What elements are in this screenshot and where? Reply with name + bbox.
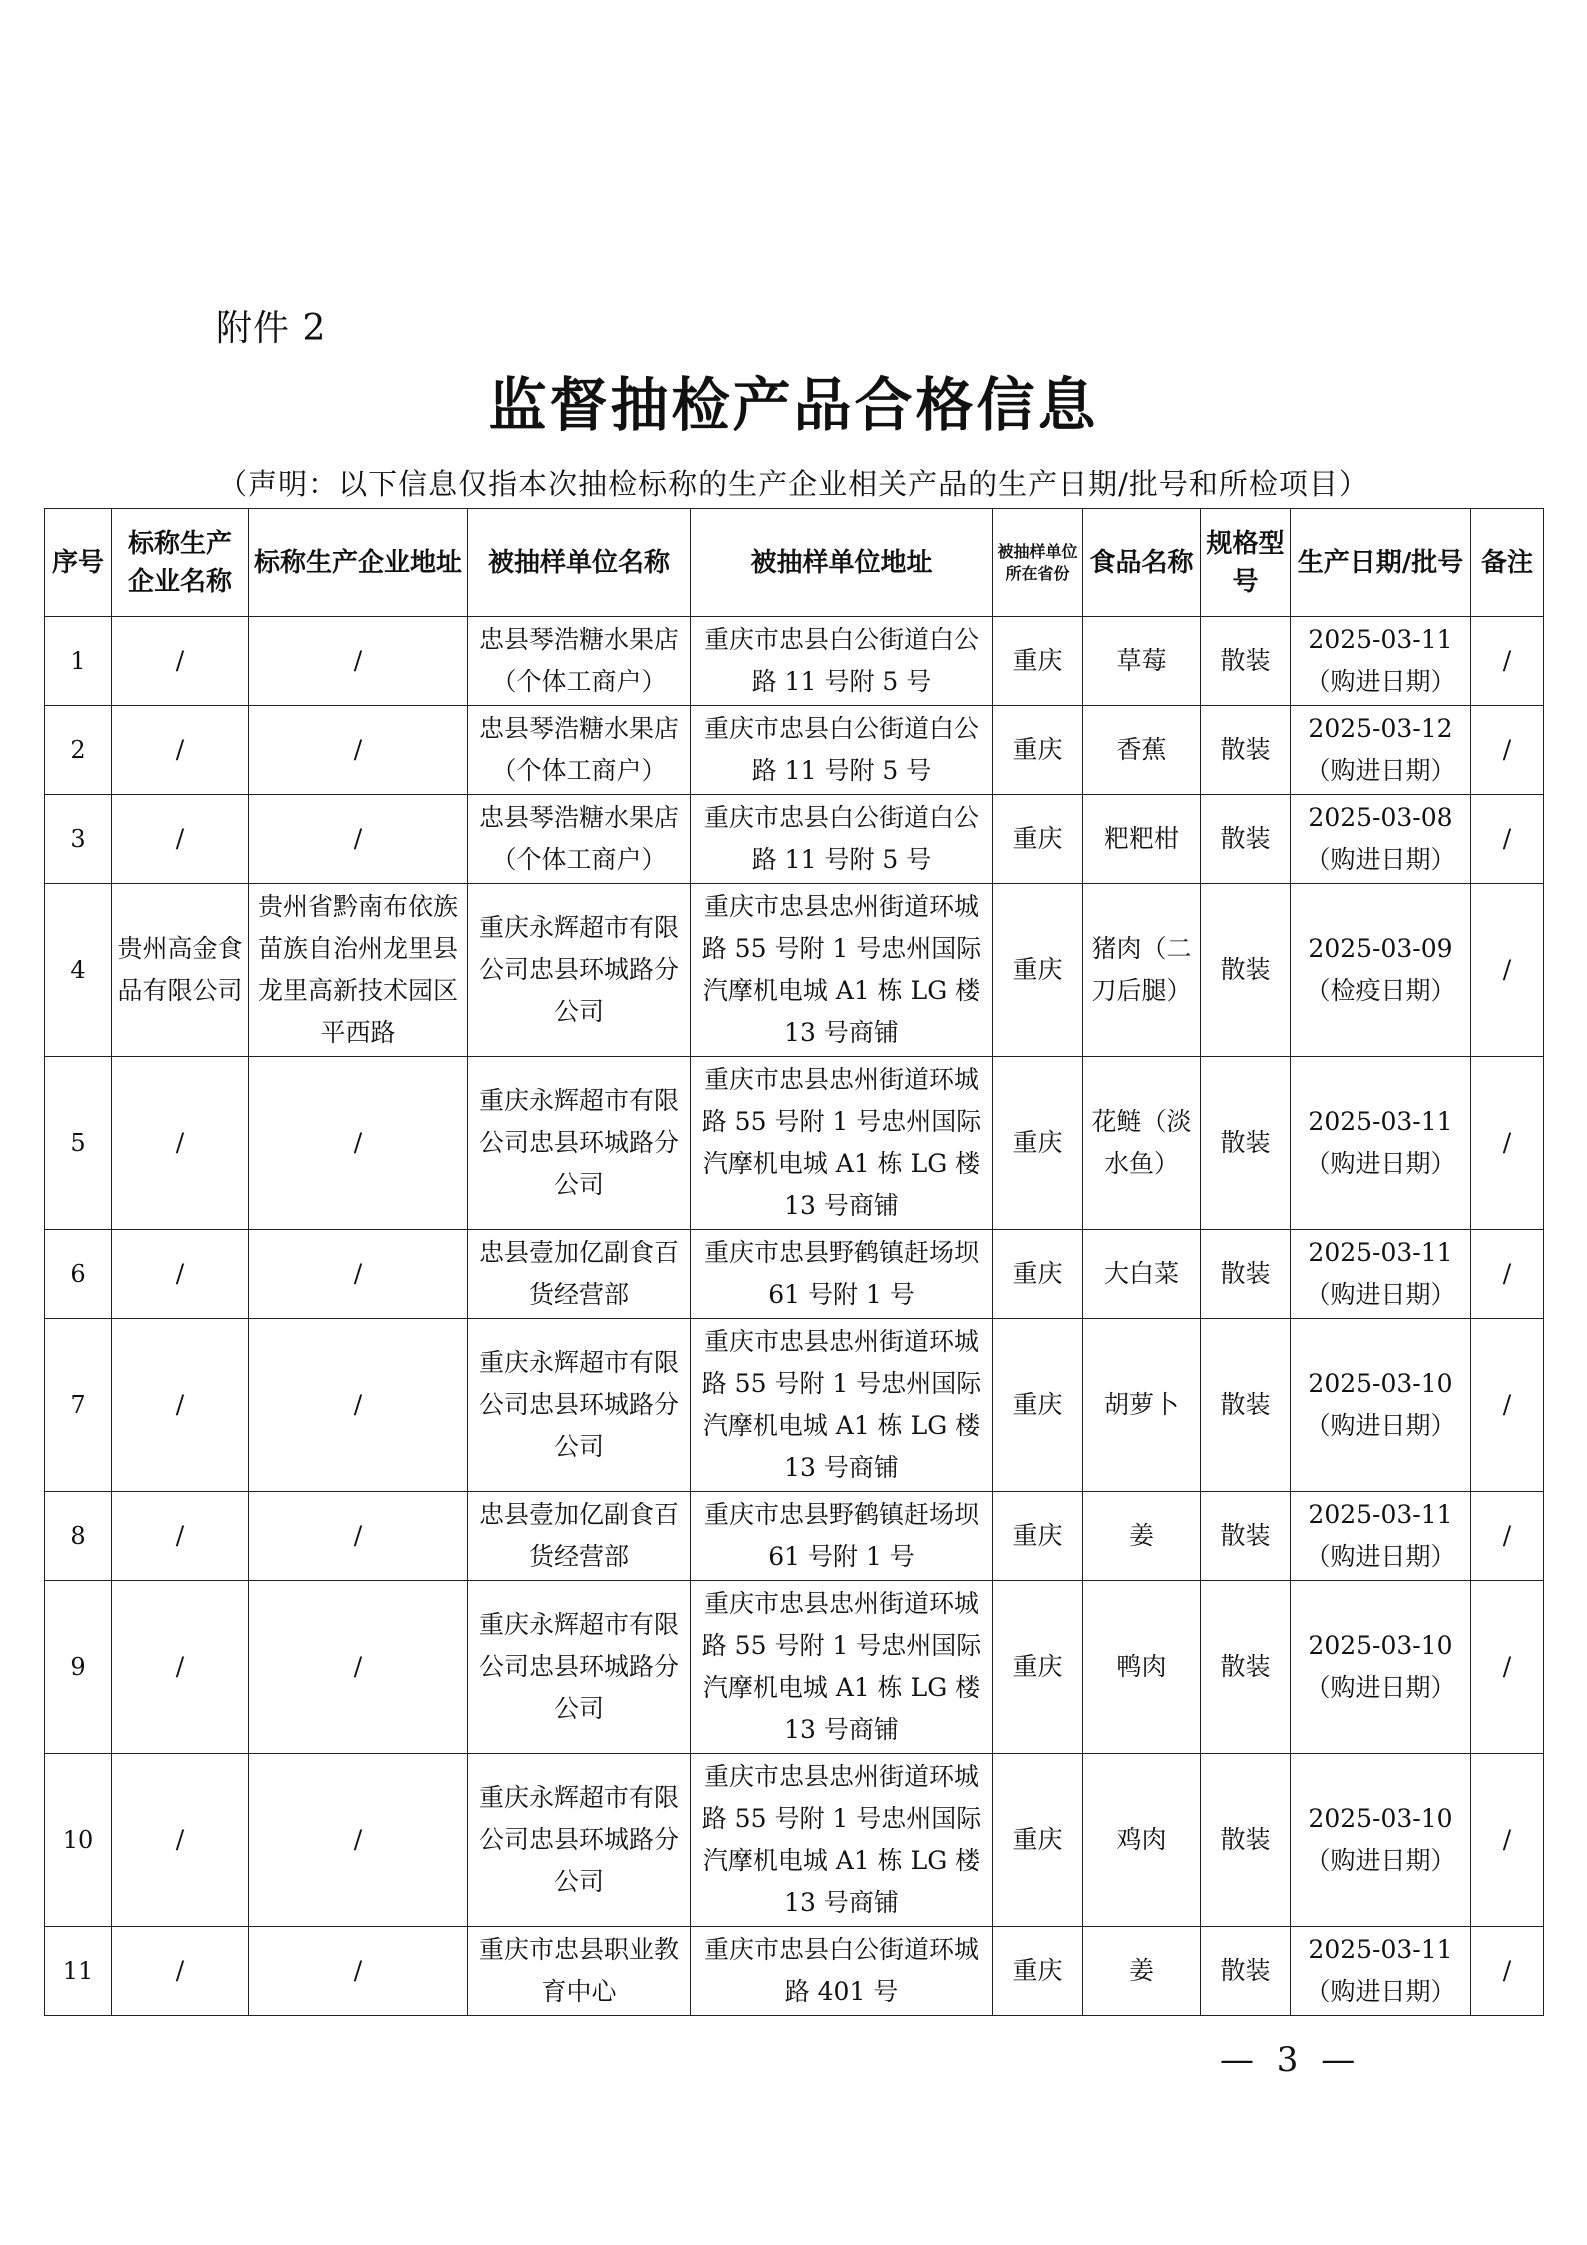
cell-maker-address: / bbox=[249, 1927, 468, 2016]
cell-food-name: 粑粑柑 bbox=[1083, 795, 1201, 884]
cell-date-batch: 2025-03-08（购进日期） bbox=[1291, 795, 1471, 884]
cell-maker-address: / bbox=[249, 1057, 468, 1230]
cell-no: 3 bbox=[45, 795, 112, 884]
cell-province: 重庆 bbox=[993, 1581, 1083, 1754]
cell-date-batch: 2025-03-12（购进日期） bbox=[1291, 706, 1471, 795]
cell-maker: / bbox=[112, 617, 249, 706]
cell-note: / bbox=[1471, 1492, 1544, 1581]
cell-spec: 散装 bbox=[1201, 1492, 1291, 1581]
cell-note: / bbox=[1471, 884, 1544, 1057]
cell-maker: / bbox=[112, 1319, 249, 1492]
cell-maker: / bbox=[112, 1581, 249, 1754]
cell-sampled-unit: 忠县琴浩糖水果店（个体工商户） bbox=[468, 617, 691, 706]
cell-sampled-unit-address: 重庆市忠县忠州街道环城路 55 号附 1 号忠州国际汽摩机电城 A1 栋 LG 楼 13 号商铺 bbox=[691, 1754, 993, 1927]
cell-no: 1 bbox=[45, 617, 112, 706]
cell-food-name: 猪肉（二刀后腿） bbox=[1083, 884, 1201, 1057]
cell-maker: / bbox=[112, 795, 249, 884]
cell-no: 8 bbox=[45, 1492, 112, 1581]
cell-note: / bbox=[1471, 1927, 1544, 2016]
cell-sampled-unit: 重庆永辉超市有限公司忠县环城路分公司 bbox=[468, 1319, 691, 1492]
cell-province: 重庆 bbox=[993, 1754, 1083, 1927]
table-row bbox=[45, 1057, 1544, 1230]
cell-province: 重庆 bbox=[993, 884, 1083, 1057]
cell-no: 9 bbox=[45, 1581, 112, 1754]
cell-food-name: 香蕉 bbox=[1083, 706, 1201, 795]
cell-spec: 散装 bbox=[1201, 1319, 1291, 1492]
col-header-maker: 标称生产企业名称 bbox=[112, 509, 249, 617]
cell-spec: 散装 bbox=[1201, 1581, 1291, 1754]
cell-sampled-unit-address: 重庆市忠县白公街道白公路 11 号附 5 号 bbox=[691, 706, 993, 795]
cell-sampled-unit: 重庆市忠县职业教育中心 bbox=[468, 1927, 691, 2016]
cell-sampled-unit-address: 重庆市忠县白公街道白公路 11 号附 5 号 bbox=[691, 617, 993, 706]
cell-maker-address: / bbox=[249, 1754, 468, 1927]
table-row bbox=[45, 1581, 1544, 1754]
col-header-spec: 规格型号 bbox=[1201, 509, 1291, 617]
cell-maker-address: / bbox=[249, 795, 468, 884]
cell-date-batch: 2025-03-10（购进日期） bbox=[1291, 1754, 1471, 1927]
cell-sampled-unit: 重庆永辉超市有限公司忠县环城路分公司 bbox=[468, 1581, 691, 1754]
cell-no: 2 bbox=[45, 706, 112, 795]
cell-date-batch: 2025-03-11（购进日期） bbox=[1291, 1927, 1471, 2016]
cell-spec: 散装 bbox=[1201, 706, 1291, 795]
cell-sampled-unit: 忠县壹加亿副食百货经营部 bbox=[468, 1230, 691, 1319]
cell-maker-address: / bbox=[249, 1492, 468, 1581]
table-row bbox=[45, 884, 1544, 1057]
cell-province: 重庆 bbox=[993, 1492, 1083, 1581]
cell-spec: 散装 bbox=[1201, 795, 1291, 884]
cell-province: 重庆 bbox=[993, 1319, 1083, 1492]
cell-maker: / bbox=[112, 1754, 249, 1927]
cell-no: 6 bbox=[45, 1230, 112, 1319]
cell-province: 重庆 bbox=[993, 795, 1083, 884]
cell-no: 5 bbox=[45, 1057, 112, 1230]
col-header-no: 序号 bbox=[45, 509, 112, 617]
cell-spec: 散装 bbox=[1201, 1230, 1291, 1319]
cell-maker: / bbox=[112, 1492, 249, 1581]
cell-sampled-unit-address: 重庆市忠县忠州街道环城路 55 号附 1 号忠州国际汽摩机电城 A1 栋 LG 楼 13 号商铺 bbox=[691, 1057, 993, 1230]
table-row bbox=[45, 1492, 1544, 1581]
table-row bbox=[45, 1927, 1544, 2016]
table-row bbox=[45, 795, 1544, 884]
cell-date-batch: 2025-03-09（检疫日期） bbox=[1291, 884, 1471, 1057]
cell-province: 重庆 bbox=[993, 706, 1083, 795]
cell-sampled-unit-address: 重庆市忠县忠州街道环城路 55 号附 1 号忠州国际汽摩机电城 A1 栋 LG 楼 13 号商铺 bbox=[691, 1581, 993, 1754]
col-header-food-name: 食品名称 bbox=[1083, 509, 1201, 617]
cell-maker: 贵州高金食品有限公司 bbox=[112, 884, 249, 1057]
cell-maker: / bbox=[112, 1057, 249, 1230]
cell-province: 重庆 bbox=[993, 1927, 1083, 2016]
cell-sampled-unit: 重庆永辉超市有限公司忠县环城路分公司 bbox=[468, 1057, 691, 1230]
cell-date-batch: 2025-03-11（购进日期） bbox=[1291, 617, 1471, 706]
cell-maker-address: / bbox=[249, 1581, 468, 1754]
cell-note: / bbox=[1471, 1319, 1544, 1492]
cell-note: / bbox=[1471, 1754, 1544, 1927]
inspection-results-table bbox=[44, 508, 1544, 2016]
disclaimer-notice: （声明：以下信息仅指本次抽检标称的生产企业相关产品的生产日期/批号和所检项目） bbox=[218, 467, 1369, 501]
cell-sampled-unit-address: 重庆市忠县野鹤镇赶场坝 61 号附 1 号 bbox=[691, 1230, 993, 1319]
cell-sampled-unit: 忠县壹加亿副食百货经营部 bbox=[468, 1492, 691, 1581]
cell-province: 重庆 bbox=[993, 1057, 1083, 1230]
table-header-row bbox=[45, 509, 1544, 617]
cell-spec: 散装 bbox=[1201, 617, 1291, 706]
cell-date-batch: 2025-03-11（购进日期） bbox=[1291, 1230, 1471, 1319]
table-row bbox=[45, 706, 1544, 795]
cell-maker-address: / bbox=[249, 617, 468, 706]
cell-date-batch: 2025-03-10（购进日期） bbox=[1291, 1581, 1471, 1754]
cell-date-batch: 2025-03-11（购进日期） bbox=[1291, 1492, 1471, 1581]
cell-maker: / bbox=[112, 706, 249, 795]
col-header-maker-address: 标称生产企业地址 bbox=[249, 509, 468, 617]
cell-note: / bbox=[1471, 1581, 1544, 1754]
cell-no: 4 bbox=[45, 884, 112, 1057]
col-header-sampled-unit: 被抽样单位名称 bbox=[468, 509, 691, 617]
cell-sampled-unit-address: 重庆市忠县白公街道环城路 401 号 bbox=[691, 1927, 993, 2016]
cell-date-batch: 2025-03-10（购进日期） bbox=[1291, 1319, 1471, 1492]
cell-spec: 散装 bbox=[1201, 1927, 1291, 2016]
cell-maker-address: / bbox=[249, 1230, 468, 1319]
cell-no: 7 bbox=[45, 1319, 112, 1492]
cell-food-name: 姜 bbox=[1083, 1492, 1201, 1581]
table-row bbox=[45, 1230, 1544, 1319]
cell-sampled-unit: 重庆永辉超市有限公司忠县环城路分公司 bbox=[468, 1754, 691, 1927]
cell-province: 重庆 bbox=[993, 1230, 1083, 1319]
cell-food-name: 胡萝卜 bbox=[1083, 1319, 1201, 1492]
cell-food-name: 大白菜 bbox=[1083, 1230, 1201, 1319]
cell-maker-address: / bbox=[249, 1319, 468, 1492]
cell-sampled-unit: 忠县琴浩糖水果店（个体工商户） bbox=[468, 795, 691, 884]
cell-no: 10 bbox=[45, 1754, 112, 1927]
cell-maker: / bbox=[112, 1230, 249, 1319]
attachment-label: 附件 2 bbox=[216, 308, 327, 349]
cell-spec: 散装 bbox=[1201, 884, 1291, 1057]
cell-food-name: 姜 bbox=[1083, 1927, 1201, 2016]
cell-note: / bbox=[1471, 617, 1544, 706]
cell-note: / bbox=[1471, 1230, 1544, 1319]
cell-sampled-unit: 忠县琴浩糖水果店（个体工商户） bbox=[468, 706, 691, 795]
cell-note: / bbox=[1471, 1057, 1544, 1230]
cell-note: / bbox=[1471, 706, 1544, 795]
cell-maker: / bbox=[112, 1927, 249, 2016]
cell-spec: 散装 bbox=[1201, 1754, 1291, 1927]
cell-food-name: 鸡肉 bbox=[1083, 1754, 1201, 1927]
col-header-date-batch: 生产日期/批号 bbox=[1291, 509, 1471, 617]
cell-food-name: 草莓 bbox=[1083, 617, 1201, 706]
cell-spec: 散装 bbox=[1201, 1057, 1291, 1230]
cell-maker-address: 贵州省黔南布依族苗族自治州龙里县龙里高新技术园区平西路 bbox=[249, 884, 468, 1057]
cell-note: / bbox=[1471, 795, 1544, 884]
page-number: — 3 — bbox=[1220, 2040, 1362, 2080]
document-title: 监督抽检产品合格信息 bbox=[488, 371, 1099, 439]
col-header-sampled-unit-address: 被抽样单位地址 bbox=[691, 509, 993, 617]
cell-no: 11 bbox=[45, 1927, 112, 2016]
cell-sampled-unit: 重庆永辉超市有限公司忠县环城路分公司 bbox=[468, 884, 691, 1057]
table-row bbox=[45, 617, 1544, 706]
table-row bbox=[45, 1754, 1544, 1927]
cell-maker-address: / bbox=[249, 706, 468, 795]
cell-sampled-unit-address: 重庆市忠县忠州街道环城路 55 号附 1 号忠州国际汽摩机电城 A1 栋 LG 楼 13 号商铺 bbox=[691, 1319, 993, 1492]
col-header-province: 被抽样单位所在省份 bbox=[993, 509, 1083, 617]
table-row bbox=[45, 1319, 1544, 1492]
cell-food-name: 鸭肉 bbox=[1083, 1581, 1201, 1754]
cell-date-batch: 2025-03-11（购进日期） bbox=[1291, 1057, 1471, 1230]
cell-province: 重庆 bbox=[993, 617, 1083, 706]
col-header-note: 备注 bbox=[1471, 509, 1544, 617]
cell-sampled-unit-address: 重庆市忠县忠州街道环城路 55 号附 1 号忠州国际汽摩机电城 A1 栋 LG 楼 13 号商铺 bbox=[691, 884, 993, 1057]
cell-food-name: 花鲢（淡水鱼） bbox=[1083, 1057, 1201, 1230]
cell-sampled-unit-address: 重庆市忠县白公街道白公路 11 号附 5 号 bbox=[691, 795, 993, 884]
cell-sampled-unit-address: 重庆市忠县野鹤镇赶场坝 61 号附 1 号 bbox=[691, 1492, 993, 1581]
